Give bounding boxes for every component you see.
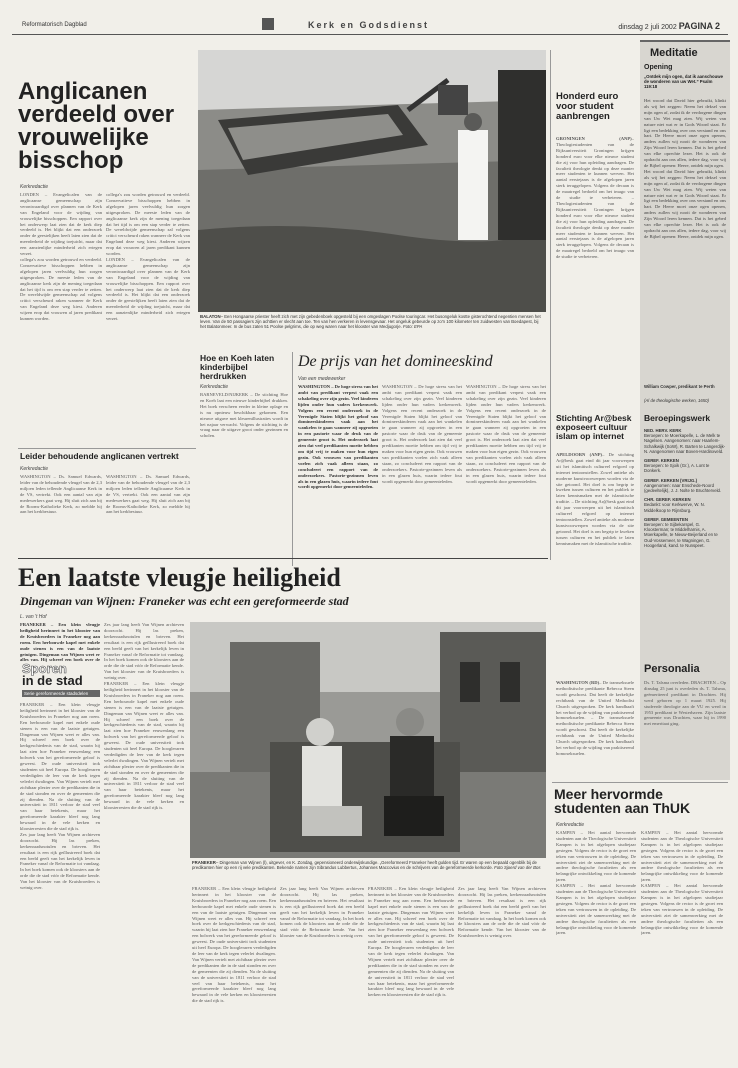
personalia-title: Personalia xyxy=(644,663,700,675)
divider xyxy=(292,352,293,566)
meditatie-note: (Al de theologische werken, 1650) xyxy=(644,398,709,403)
headline-vleugje: Een laatste vleugje heiligheid xyxy=(18,563,341,592)
bero-section-text: Beroepen: te Sijbekarspel, G. Kloosterman; te Middelharnis, A. Moerkapelle, te Nieuw-Beijerland en te Oud-Vossemeer, te Wagningen, G. Hoogerland, kand. te Nunspeet. xyxy=(644,522,718,548)
subheadline-franeker: Dingeman van Wijnen: Franeker was echt een gereformeerde stad xyxy=(20,594,349,608)
photo-caption: FRANEKER– Dingeman van Wijnen (l), uitgever, en K. Zondag, gepensioneerd onderwijskundige. „Gereformeerd Franeker heeft gulden tijd. Er waren op een bepaald ogenblik bij de predikanten hier op een rij vele predikanten. Bekende namen zijn Sibrandus Lubbertus, Johannes Maccovius en de schrijvers van de gereformeerde kerkorde. Foto Sjoerd van der Bos xyxy=(192,860,541,871)
bero-section-text: Aangenomen: naar Enschede-Noord (gedeeltelijk), J. J. Nolte te Bruchterveld. xyxy=(644,482,722,494)
article-body: WASHINGTON (RD)– De transseksuele methodistische predikante Rebecca Steen wordt geschorst. Dat heeft de kerkelijke rechtbank van de United Methodist Church uitgesproken. De kerk handhaaft het verbod op de wijding van praktiserend homoseksuelen. – De transseksuele methodistische predikante Rebecca Steen wordt geschorst. Dat heeft de kerkelijke rechtbank van de United Methodist Church uitgesproken. De kerk handhaaft het verbod op de wijding van praktiserend homoseksuelen. xyxy=(556,680,634,756)
bero-section-text: Beroepen: te Moerkapelle, L. de Melk te Nagelsen. Aangenomen: naar Haarlem-Schalkwijk (SoW), R. Barten te Langerdijk-N. Aangenomen naar Boven-Hardinxveld. xyxy=(644,433,726,454)
article-body: WASHINGTON – Ds. Samuel Edwards, leider van de behoudende vleugel van de 2,3 miljoen leden tellende Anglicaanse Kerk in de VS, vertrekt. Ook een aantal van zijn medewerkers gaat weg. Hij sluit zich aan bij de Rooms-Katholieke Kerk, zo meldde hij aan het kerkbestuur. xyxy=(106,474,190,514)
article-body: FRANEKER – Een klein vleugje heiligheid herinnert in het klooster van de Kruisbroeders in Franeker nog aan roem. Een herbouwde kapel met enkele oude stenen is een van de laatste getuigen. Dingeman van Wijnen weet er alles van. Hij schreef een boek over de kerkgeschiedenis van de stad, waarin hij laat zien hoe Franeker eeuwenlang een bolwerk van het gereformeerde geloof is geweest. De oude universiteit trok studenten uit heel Europa. De hoogleraren verdedigden de leer van de kerk tegen velerlei dwalingen. Van Wijnen vertelt met zichtbaar plezier over de predikanten die in de stad stonden en over de gemeenten die zij dienden. Na de sluiting van de universiteit in 1811 verloor de stad veel van haar betekenis, maar het gereformeerde karakter bleef nog lang bewaard in de vele kerken en kloosterresten die de stad rijk is. xyxy=(368,886,454,998)
kicker: Kerkredactie xyxy=(200,384,229,390)
divider xyxy=(550,50,551,560)
bero-section-head: GEREF. GEMEENTEN xyxy=(644,516,688,522)
section-marker xyxy=(262,18,274,30)
article-body: collega's zou worden getrouwd en verdeeld. Conservatieve bisschoppen hebben in afgelopen jaren veelvuldig hun zorgen uitgesproken. De meeste leden van de anglicaanse kerk zijn de mening toegedaan dat het tijd is om een stap verder te zetten. De wereldwijde gemeenschap zal volgens critici verscheurd raken wanneer de Kerk van Engeland deze weg kiest. Anderen wijzen erop dat vrouwen al jaren predikant kunnen worden. LONDEN – Evangelicalen van de anglicaanse gemeenschap zijn verontwaardigd over plannen van de Kerk van Engeland voor de wijding van vrouwelijke bisschoppen. Een rapport over het onderwerp laat zien dat de kerk diep verdeeld is. Het blijkt dat een onderzoek onder de geestelijken heeft laten zien dat de meerderheid de wijding toejuicht, maar dat een aanzienlijke minderheid zich ertegen verzet. xyxy=(106,192,190,322)
kicker: Kerkredactie xyxy=(20,466,49,472)
beroepingswerk-list xyxy=(644,428,726,660)
meditatie-verse: „Ontdek mijn ogen, dat ik aanschouwe de wonderen van uw Wet.” Psalm 119:18 xyxy=(644,74,724,90)
photo-illustration xyxy=(190,622,546,858)
article-body: FRANEKER – Een klein vleugje heiligheid herinnert in het klooster van de Kruisbroeders in Franeker nog aan roem. Een herbouwde kapel met enkele oude stenen is een van de laatste getuigen. Dingeman van Wijnen weet er alles van. Hij schreef een boek over de kerkgeschiedenis van de stad, waarin hij laat zien hoe Franeker eeuwenlang een bolwerk van het gereformeerde geloof is geweest. De oude universiteit trok studenten uit heel Europa. De hoogleraren verdedigden de leer van de kerk tegen velerlei dwalingen. Van Wijnen vertelt met zichtbaar plezier over de predikanten die in de stad stonden en over de gemeenten die zij dienden. Na de sluiting van de universiteit in 1811 verloor de stad veel van haar betekenis, maar het gereformeerde karakter bleef nog lang bewaard in de vele kerken en kloosterresten die de stad rijk is. xyxy=(192,886,276,1004)
article-body: Zes jaar lang heeft Van Wijnen archieven doorzocht. Hij las preken, kerkenraadsnotulen en brieven. Het resultaat is een rijk geïllustreerd boek dat een beeld geeft van het kerkelijk leven in Franeker vanaf de Reformatie tot vandaag. In het boek komen ook de kloosters aan de orde die de stad vóór de Reformatie kende. Van het klooster van de Kruisbroeders is weinig over. FRANEKER – Een klein vleugje heiligheid herinnert in het klooster van de Kruisbroeders in Franeker nog aan roem. Een herbouwde kapel met enkele oude stenen is een van de laatste getuigen. Dingeman van Wijnen weet er alles van. Hij schreef een boek over de kerkgeschiedenis van de stad, waarin hij laat zien hoe Franeker eeuwenlang een bolwerk van het gereformeerde geloof is geweest. De oude universiteit trok studenten uit heel Europa. De hoogleraren verdedigden de leer van de kerk tegen velerlei dwalingen. Van Wijnen vertelt met zichtbaar plezier over de predikanten die in de stad stonden en over de gemeenten die zij dienden. Na de sluiting van de universiteit in 1811 verloor de stad veel van haar betekenis, maar het gereformeerde karakter bleef nog lang bewaard in de vele kerken en kloosterresten die de stad rijk is. xyxy=(104,622,184,811)
meditatie-title: Meditatie xyxy=(650,47,698,59)
article-body: FRANEKER – Een klein vleugje heiligheid herinnert in het klooster van de Kruisbroeders in Franeker nog aan roem. Een herbouwde kapel met enkele oude stenen is een van de laatste getuigen. Dingeman van Wijnen weet er alles van. Hij schreef een boek over de kerkgeschiedenis van de stad, waarin hij laat zien hoe Franeker eeuwenlang een bolwerk van het gereformeerde geloof is geweest. De oude universiteit trok studenten uit heel Europa. De hoogleraren verdedigden de leer van de kerk tegen velerlei dwalingen. Van Wijnen vertelt met zichtbaar plezier over de predikanten die in de stad stonden en over de gemeenten die zij dienden. Na de sluiting van de universiteit in 1811 verloor de stad veel van haar betekenis, maar het gereformeerde karakter bleef nog lang bewaard in de vele kerken en kloosterresten die de stad rijk is. Zes jaar lang heeft Van Wijnen archieven doorzocht. Hij las preken, kerkenraadsnotulen en brieven. Het resultaat is een rijk geïllustreerd boek dat een beeld geeft van het kerkelijk leven in Franeker vanaf de Reformatie tot vandaag. In het boek komen ook de kloosters aan de orde die de stad vóór de Reformatie kende. Van het klooster van de Kruisbroeders is weinig over. xyxy=(20,702,100,891)
page-header xyxy=(12,18,728,32)
article-body: GRONINGEN (ANP)– Theologiestudenten van de Rijksuniversiteit Groningen krijgen honderd euro voor elke nieuwe student die zij voor hun opleiding aandragen. De faculteit theologie denkt op deze manier meer studenten te kunnen werven. Het aantal eerstejaars is de afgelopen jaren sterk teruggelopen. Volgens de decaan is de maatregel bedoeld om het imago van de studie te verbeteren. – Theologiestudenten van de Rijksuniversiteit Groningen krijgen honderd euro voor elke nieuwe student die zij voor hun opleiding aandragen. De faculteit theologie denkt op deze manier meer studenten te kunnen werven. Het aantal eerstejaars is de afgelopen jaren sterk teruggelopen. Volgens de decaan is de maatregel bedoeld om het imago van de studie te verbeteren. xyxy=(556,136,634,260)
article-body: Zes jaar lang heeft Van Wijnen archieven doorzocht. Hij las preken, kerkenraadsnotulen en brieven. Het resultaat is een rijk geïllustreerd boek dat een beeld geeft van het kerkelijk leven in Franeker vanaf de Reformatie tot vandaag. In het boek komen ook de kloosters aan de orde die de stad vóór de Reformatie kende. Van het klooster van de Kruisbroeders is weinig over. xyxy=(280,886,364,939)
section-title: Kerk en Godsdienst xyxy=(308,20,430,30)
beroepingswerk-title: Beroepingswerk xyxy=(644,413,711,423)
headline-arabesk: Stichting Ar@besk exposeert cultuur islam op internet xyxy=(556,413,632,441)
headline-hoe-en-koeh: Hoe en Koeh laten kinderbijbel herdrukken xyxy=(200,353,275,381)
divider xyxy=(552,782,728,783)
bero-section-head: NED. HERV. KERK xyxy=(644,428,682,433)
bero-section-text: Beroepen: te Sjoik (Gr.), A. Lont te Donkerk. xyxy=(644,463,710,474)
headline-domineeskind: De prijs van het domineeskind xyxy=(298,353,493,370)
article-intro: WASHINGTON – De hoge stress van het ambt van predikant verpest vaak een schakeling over zijn gezin. Veel kinderen lijden onder hun vaders kerkenwerk. Volgens een recent onderzoek in de Verenigde Staten blijkt het geloof van domineeskinderen vaak aan het wankelen te gaan wanneer zij opgroeien in een pastorie waar de druk van de gemeente groot is. Het onderzoek laat zien dat veel predikanten moeite hebben om tijd vrij te maken voor hun eigen gezin. Ook vrouwen van predikanten voelen zich vaak alleen staan, zo concludeert een rapport van de onderzoekers. Pastorie-gezinnen leven als in een glazen huis, waarin iedere fout wordt opgemerkt door gemeenteleden. xyxy=(298,384,378,490)
meditatie-subtitle: Opening xyxy=(644,64,673,71)
bero-section-text: Bedankt: voor Kerkwerve, W. N. Middelkoop te Rijnsburg. xyxy=(644,502,705,513)
kicker: Kerkredactie xyxy=(20,184,49,190)
bero-section-head: CHR. GEREF. KERKEN xyxy=(644,497,691,503)
meditatie-author: William Cowper, predikant te Perth xyxy=(644,384,715,389)
personalia-body: Ds. T. Talsma overleden. DRACHTEN – Op dinsdag 25 juni is overleden ds. T. Talsma, geëmeriteerd predikant in Drachten. Hij werd geboren op 1 maart 1925. Hij studeerde theologie aan de VU en werd in 1953 predikant te Westerhaven. Zijn laatste gemeente was Drachten, waar hij in 1990 met emeritaat ging. xyxy=(644,680,726,727)
kicker: Kerkredactie xyxy=(556,822,585,828)
divider xyxy=(18,448,196,449)
bus-accident-photo xyxy=(198,50,546,312)
photo-caption: BALATON– Een Hongaarse priester heeft zich met zijn gebedenboek opgesteld bij een omgeslagen Poolse touringcar. Het busongeluk kostte gisterochtend negentien mensen het leven. Van de 50 passagiers zijn achttien er slecht aan toe. Ten van hen verkeren in levensgevaar. Het ongeluk gebeurde op zo'n 100 kilometer ten zuidwesten van Boedapest, bij het Balatonmeer. In de bus zaten 51 Poolse pelgrims, die op weg waren naar het klooster van Medjugorje. Foto: EPA xyxy=(200,314,541,330)
series-tag: Serie gereformeerde stadsdelen xyxy=(22,690,100,697)
franeker-photo xyxy=(190,622,546,858)
article-body: WASHINGTON – De hoge stress van het ambt van predikant verpest vaak een schakeling over zijn gezin. Veel kinderen lijden onder hun vaders kerkenwerk. Volgens een recent onderzoek in de Verenigde Staten blijkt het geloof van domineeskinderen vaak aan het wankelen te gaan wanneer zij opgroeien in een pastorie waar de druk van de gemeente groot is. Het onderzoek laat zien dat veel predikanten moeite hebben om tijd vrij te maken voor hun eigen gezin. Ook vrouwen van predikanten voelen zich vaak alleen staan, zo concludeert een rapport van de onderzoekers. Pastorie-gezinnen leven als in een glazen huis, waarin iedere fout wordt opgemerkt door gemeenteleden. xyxy=(466,384,546,484)
article-body: WASHINGTON – De hoge stress van het ambt van predikant verpest vaak een schakeling over zijn gezin. Veel kinderen lijden onder hun vaders kerkenwerk. Volgens een recent onderzoek in de Verenigde Staten blijkt het geloof van domineeskinderen vaak aan het wankelen te gaan wanneer zij opgroeien in een pastorie waar de druk van de gemeente groot is. Het onderzoek laat zien dat veel predikanten moeite hebben om tijd vrij te maken voor hun eigen gezin. Ook vrouwen van predikanten voelen zich vaak alleen staan, zo concludeert een rapport van de onderzoekers. Pastorie-gezinnen leven als in een glazen huis, waarin iedere fout wordt opgemerkt door gemeenteleden. xyxy=(382,384,462,484)
date-page: dinsdag 2 juli 2002 PAGINA 2 xyxy=(618,21,720,31)
header-rule xyxy=(12,34,728,35)
headline-leider: Leider behoudende anglicanen vertrekt xyxy=(20,451,179,461)
article-intro: FRANEKER – Een klein vleugje heiligheid herinnert in het klooster van de Kruisbroeders in Franeker nog aan roem. Een herbouwde kapel met enkele oude stenen is een van de laatste getuigen. Dingeman van Wijnen weet er alles van. Hij schreef een boek over de xyxy=(20,622,100,662)
article-body: Zes jaar lang heeft Van Wijnen archieven doorzocht. Hij las preken, kerkenraadsnotulen en brieven. Het resultaat is een rijk geïllustreerd boek dat een beeld geeft van het kerkelijk leven in Franeker vanaf de Reformatie tot vandaag. In het boek komen ook de kloosters aan de orde die de stad vóór de Reformatie kende. Van het klooster van de Kruisbroeders is weinig over. xyxy=(458,886,546,939)
photo-illustration xyxy=(198,50,546,312)
article-body: KAMPEN – Het aantal hervormde studenten aan de Theologische Universiteit Kampen is in het afgelopen studiejaar gestegen. Volgens de rector is de groei een teken van vertrouwen in de opleiding. De universiteit ziet de samenwerking met de andere theologische faculteiten als een belangrijke ontwikkeling voor de komende jaren. KAMPEN – Het aantal hervormde studenten aan de Theologische Universiteit Kampen is in het afgelopen studiejaar gestegen. Volgens de rector is de groei een teken van vertrouwen in de opleiding. De universiteit ziet de samenwerking met de andere theologische faculteiten als een belangrijke ontwikkeling voor de komende jaren. xyxy=(641,830,723,936)
headline-thuk: Meer hervormde studenten aan ThUK xyxy=(554,786,691,816)
paper-name: Reformatorisch Dagblad xyxy=(22,22,87,28)
article-body: WASHINGTON – Ds. Samuel Edwards, leider van de behoudende vleugel van de 2,3 miljoen leden tellende Anglicaanse Kerk in de VS, vertrekt. Ook een aantal van zijn medewerkers gaat weg. Hij sluit zich aan bij de Rooms-Katholieke Kerk, zo meldde hij aan het kerkbestuur. xyxy=(20,474,102,514)
divider xyxy=(18,558,548,559)
bero-section-head: GEREF. KERKEN xyxy=(644,458,679,464)
meditatie-body: Het woord dat David hier gebruikt, klinkt als wij het zeggen: Neem het deksel van mijn ogen af, zodat ik de verdorgene dingen van Uw Wet mag zien. Wij weten van nature niet wat er in Gods Woord staat. Er ligt een bedekking over ons verstand en ons hart. De Heere moet onze ogen openen, anders zullen wij nooit de wonderen van Zijn Woord leren kennen. Dat is het gebed van elke oprechte lezer. Het is ook de opdracht aan ons allen, iedere dag, voor wij de Bijbel openen: Heere, ontdek mijn ogen. Het woord dat David hier gebruikt, klinkt als wij het zeggen: Neem het deksel van mijn ogen af, zodat ik de verdorgene dingen van Uw Wet mag zien. Wij weten van nature niet wat er in Gods Woord staat. Er ligt een bedekking over ons verstand en ons hart. De Heere moet onze ogen openen, anders zullen wij nooit de wonderen van Zijn Woord leren kennen. Dat is het gebed van elke oprechte lezer. Het is ook de opdracht aan ons allen, iedere dag, voor wij de Bijbel openen: Heere, ontdek mijn ogen. xyxy=(644,98,726,239)
author: L. van 't Hof xyxy=(20,614,47,620)
article-body: APELDOORN (ANP)– De stichting Ar@besk gaat eind dit jaar voorwerpen uit het islamitisch cultureel erfgoed op internet tentoonstellen. Zowel antieke als moderne kunstvoorwerpen worden via de site getoond. Het doel is om begrip te kweken tussen culturen en het publiek te laten kennismaken met de islamitische traditie. – De stichting Ar@besk gaat eind dit jaar voorwerpen uit het islamitisch cultureel erfgoed op internet tentoonstellen. Zowel antieke als moderne kunstvoorwerpen worden via de site getoond. Het doel is om begrip te kweken tussen culturen en het publiek te laten kennismaken met de islamitische traditie. xyxy=(556,452,634,546)
bero-section-head: GEREF. KERKEN (VRIJG.) xyxy=(644,477,698,483)
headline-honderd-euro: Honderd euro voor student aanbrengen xyxy=(556,91,619,122)
kicker: Van een medewerker xyxy=(298,376,346,382)
article-body: KAMPEN – Het aantal hervormde studenten aan de Theologische Universiteit Kampen is in het afgelopen studiejaar gestegen. Volgens de rector is de groei een teken van vertrouwen in de opleiding. De universiteit ziet de samenwerking met de andere theologische faculteiten als een belangrijke ontwikkeling voor de komende jaren. KAMPEN – Het aantal hervormde studenten aan de Theologische Universiteit Kampen is in het afgelopen studiejaar gestegen. Volgens de rector is de groei een teken van vertrouwen in de opleiding. De universiteit ziet de samenwerking met de andere theologische faculteiten als een belangrijke ontwikkeling voor de komende jaren. xyxy=(556,830,636,936)
headline-anglicanen: Anglicanen verdeeld over vrouwelijke bisschop xyxy=(18,78,175,174)
article-body: BARNEVELD/NIJKERK – De stichting Hoe en Koeh laat een nieuwe kinderbijbel drukken. Het boek verscheen eerder in kleine oplage en is nu opnieuw beschikbaar gekomen. Een nieuwe uitgave met kleurenillustraties wordt in het najaar verwacht. Volgens de stichting is de vraag naar de uitgave groot onder gezinnen en scholen. xyxy=(200,392,288,439)
series-logo: Sporen in de stad xyxy=(22,661,83,688)
article-body: LONDEN – Evangelicalen van de anglicaanse gemeenschap zijn verontwaardigd over plannen van de Kerk van Engeland voor de wijding van vrouwelijke bisschoppen. Een rapport over het onderwerp laat zien dat de kerk diep verdeeld is. Het blijkt dat een onderzoek onder de geestelijken heeft laten zien dat de meerderheid de wijding toejuicht, maar dat een aanzienlijke minderheid zich ertegen verzet. collega's zou worden getrouwd en verdeeld. Conservatieve bisschoppen hebben in afgelopen jaren veelvuldig hun zorgen uitgesproken. De meeste leden van de anglicaanse kerk zijn de mening toegedaan dat het tijd is om een stap verder te zetten. De wereldwijde gemeenschap zal volgens critici verscheurd raken wanneer de Kerk van Engeland deze weg kiest. Anderen wijzen erop dat vrouwen al jaren predikant kunnen worden. xyxy=(20,192,102,322)
